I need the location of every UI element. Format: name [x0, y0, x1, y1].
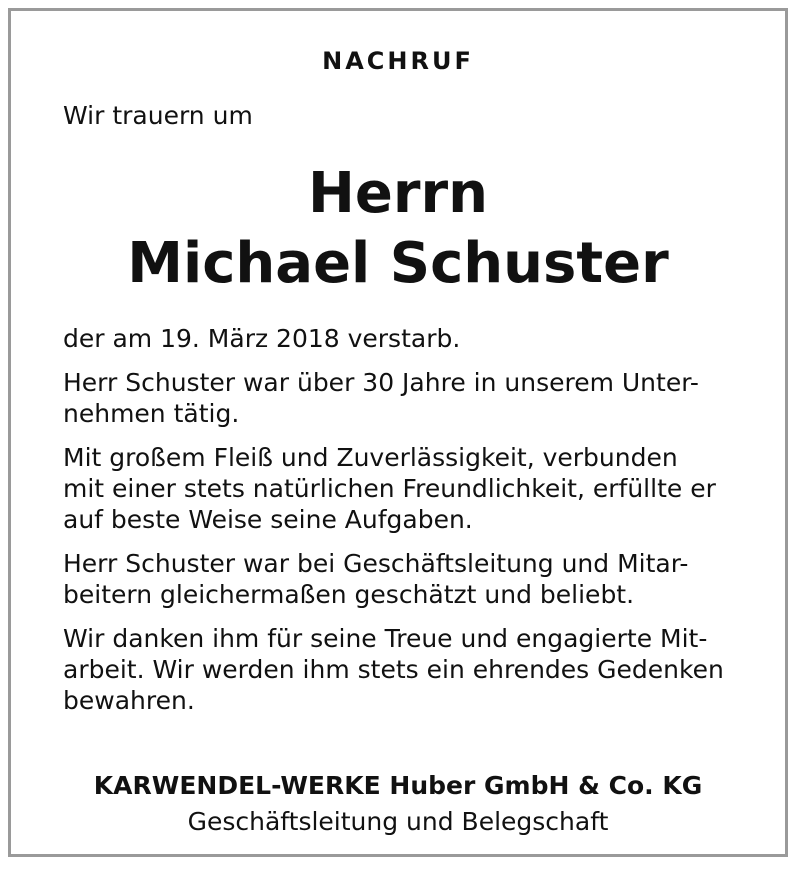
line: Mit großem Fleiß und Zuverlässigkeit, verbunden [63, 443, 678, 472]
line: nehmen tätig. [63, 399, 240, 428]
line: arbeit. Wir werden ihm stets ein ehrendes Gedenken [63, 655, 724, 684]
paragraph-date [63, 323, 733, 354]
line: beitern gleichermaßen geschätzt und beliebt. [63, 580, 635, 609]
line: Herr Schuster war über 30 Jahre in unserem Unter- [63, 368, 699, 397]
line: auf beste Weise seine Aufgaben. [63, 505, 473, 534]
deceased-name [63, 159, 733, 299]
paragraph-esteem [63, 548, 733, 610]
paragraph-thanks [63, 623, 733, 716]
line: Herr Schuster war bei Geschäftsleitung und Mitar- [63, 549, 689, 578]
obituary-content [63, 11, 733, 854]
paragraph-tenure [63, 367, 733, 429]
company-name: KARWENDEL-WERKE Huber GmbH & Co. KG [93, 771, 703, 800]
obituary-body [63, 323, 733, 729]
signature-line: Geschäftsleitung und Belegschaft [187, 807, 609, 836]
name-title: Herrn [308, 161, 488, 226]
line: bewahren. [63, 686, 195, 715]
paragraph-date-text: der am 19. März 2018 verstarb. [63, 324, 461, 353]
obituary-frame [8, 8, 788, 857]
name-full: Michael Schuster [127, 231, 669, 296]
paragraph-qualities [63, 442, 733, 535]
line: mit einer stets natürlichen Freundlichkeit, erfüllte er [63, 474, 716, 503]
notice-heading: NACHRUF [322, 47, 474, 75]
intro-text: Wir trauern um [63, 101, 253, 130]
line: Wir danken ihm für seine Treue und engagierte Mit- [63, 624, 708, 653]
